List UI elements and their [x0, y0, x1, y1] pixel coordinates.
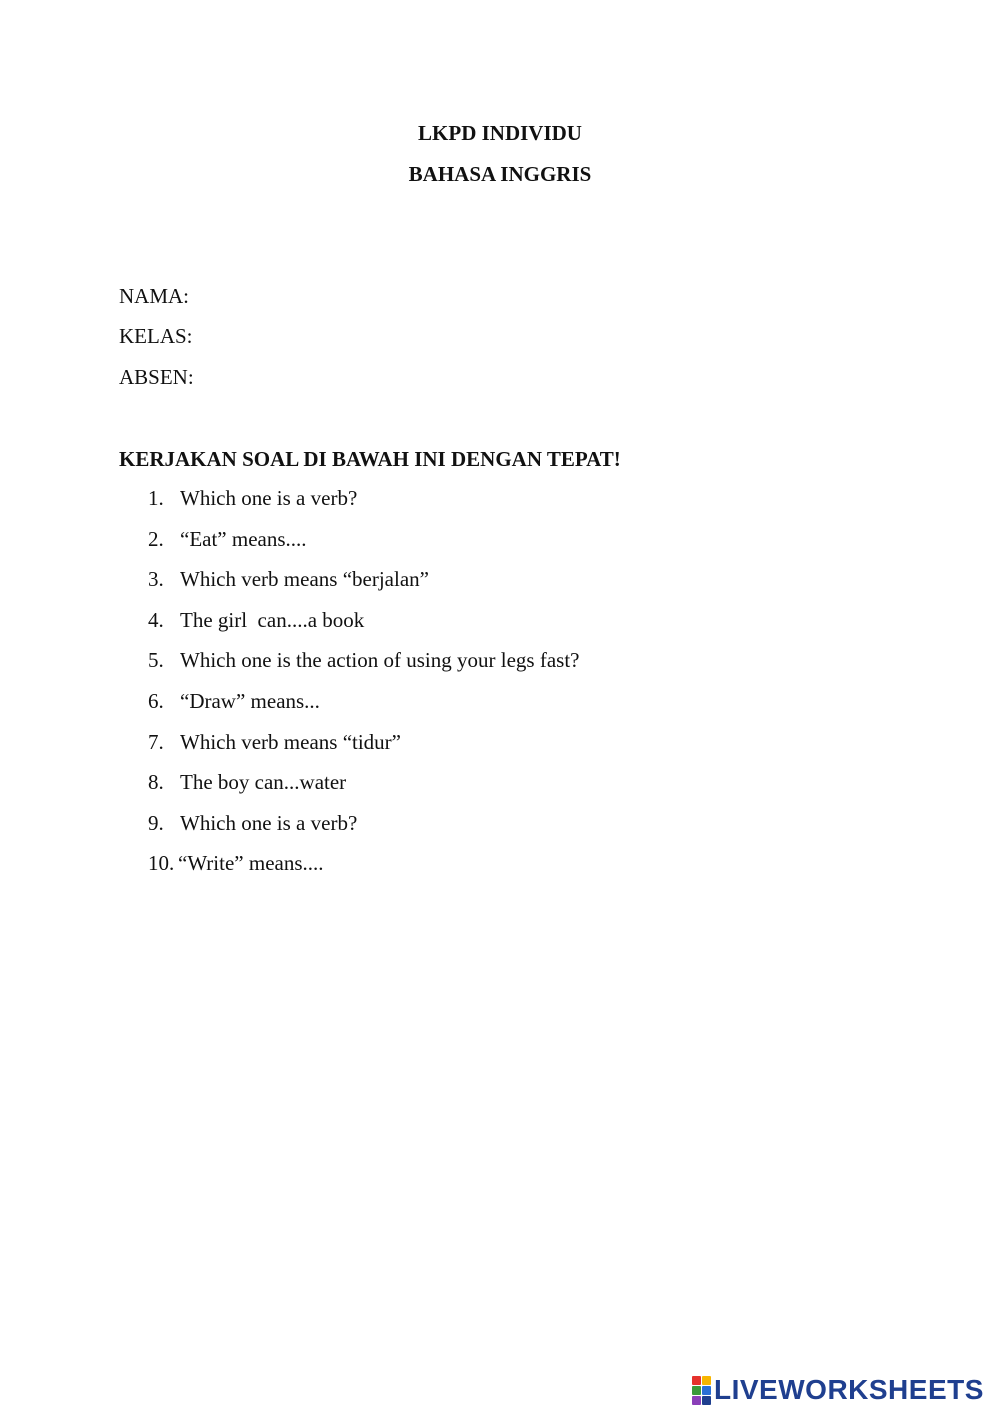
question-text: “Eat” means....: [180, 527, 307, 551]
question-item: [148, 811, 357, 835]
question-text: “Draw” means...: [180, 689, 320, 713]
question-number: 7.: [148, 730, 164, 754]
question-text: The girl can....a book: [180, 608, 365, 632]
subject-title: BAHASA INGGRIS: [408, 162, 592, 186]
field-kelas: KELAS:: [119, 324, 193, 348]
question-text: “Write” means....: [178, 851, 324, 875]
question-number: 2.: [148, 527, 164, 551]
field-absen: ABSEN:: [119, 365, 194, 389]
question-item: [148, 730, 401, 754]
question-number: 1.: [148, 486, 164, 510]
question-text: Which one is the action of using your legs fast?: [180, 648, 580, 672]
question-number: 3.: [148, 567, 164, 591]
question-item: [148, 608, 364, 632]
liveworksheets-logo-icon: [692, 1376, 710, 1404]
question-number: 9.: [148, 811, 164, 835]
question-number: 6.: [148, 689, 164, 713]
liveworksheets-logo-text: LIVEWORKSHEETS: [714, 1374, 984, 1405]
question-number: 10.: [148, 851, 175, 875]
question-number: 8.: [148, 770, 164, 794]
question-item: [148, 689, 320, 713]
question-item: [148, 527, 307, 551]
question-text: Which one is a verb?: [180, 486, 358, 510]
question-number: 5.: [148, 648, 164, 672]
question-item: [148, 770, 346, 794]
question-text: Which verb means “tidur”: [180, 730, 401, 754]
question-number: 4.: [148, 608, 164, 632]
question-item: [148, 851, 324, 875]
question-item: [148, 648, 579, 672]
instruction-heading: KERJAKAN SOAL DI BAWAH INI DENGAN TEPAT!: [119, 447, 621, 471]
question-text: Which one is a verb?: [180, 811, 358, 835]
question-text: The boy can...water: [180, 770, 347, 794]
field-nama: NAMA:: [119, 284, 190, 308]
question-item: [148, 567, 429, 591]
liveworksheets-logo: [692, 1374, 984, 1406]
question-text: Which verb means “berjalan”: [180, 567, 429, 591]
worksheet-title: LKPD INDIVIDU: [418, 121, 582, 145]
question-item: [148, 486, 357, 510]
